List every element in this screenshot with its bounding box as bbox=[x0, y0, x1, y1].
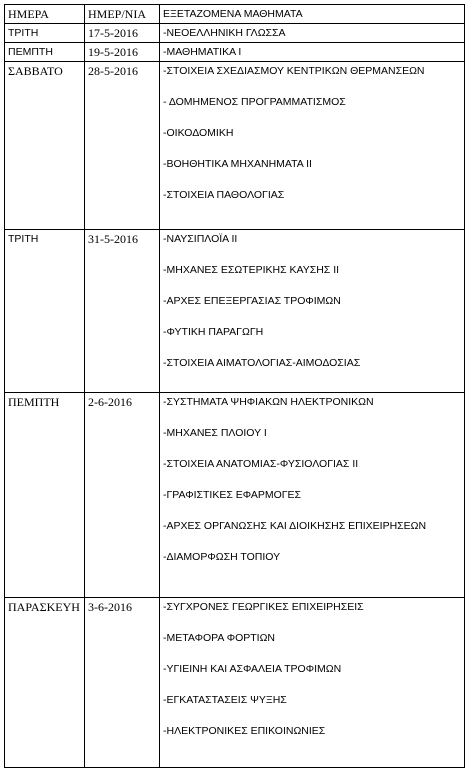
table-row bbox=[5, 24, 465, 43]
table-row bbox=[5, 393, 465, 598]
row-subjects bbox=[160, 230, 465, 393]
row-day: ΣΑΒΒΑΤΟ bbox=[5, 62, 85, 230]
subject-list bbox=[163, 395, 461, 564]
subject-item: -ΣΥΓΧΡΟΝΕΣ ΓΕΩΡΓΙΚΕΣ ΕΠΙΧΕΙΡΗΣΕΙΣ bbox=[163, 601, 364, 613]
subject-item: -ΣΤΟΙΧΕΙΑ ΑΝΑΤΟΜΙΑΣ-ΦΥΣΙΟΛΟΓΙΑΣ ΙΙ bbox=[163, 458, 359, 470]
row-subject: -ΝΕΟΕΛΛΗΝΙΚΗ ΓΛΩΣΣΑ bbox=[160, 24, 465, 43]
subject-item: -ΗΛΕΚΤΡΟΝΙΚΕΣ ΕΠΙΚΟΙΝΩΝΙΕΣ bbox=[163, 725, 326, 737]
row-day: ΤΡΙΤΗ bbox=[5, 24, 85, 43]
row-subjects bbox=[160, 598, 465, 768]
subject-list bbox=[163, 600, 461, 738]
header-subjects: ΕΞΕΤΑΖΟΜΕΝΑ ΜΑΘΗΜΑΤΑ bbox=[160, 5, 465, 24]
subject-item: - ΔΟΜΗΜΕΝΟΣ ΠΡΟΓΡΑΜΜΑΤΙΣΜΟΣ bbox=[163, 96, 346, 108]
subject-item: -ΦΥΤΙΚΗ ΠΑΡΑΓΩΓΗ bbox=[163, 326, 264, 338]
table-header-row bbox=[5, 5, 465, 24]
row-day: ΠΕΜΠΤΗ bbox=[5, 393, 85, 598]
header-date: ΗΜΕΡ/ΝΙΑ bbox=[85, 5, 160, 24]
subject-list bbox=[163, 232, 461, 370]
subject-item: -ΜΗΧΑΝΕΣ ΠΛΟΙΟΥ Ι bbox=[163, 427, 267, 439]
subject-item: -ΝΑΥΣΙΠΛΟΪΑ ΙΙ bbox=[163, 233, 238, 245]
exam-schedule-table bbox=[4, 4, 465, 768]
subject-item: -ΣΥΣΤΗΜΑΤΑ ΨΗΦΙΑΚΩΝ ΗΛΕΚΤΡΟΝΙΚΩΝ bbox=[163, 396, 374, 408]
subject-item: -ΣΤΟΙΧΕΙΑ ΣΧΕΔΙΑΣΜΟΥ ΚΕΝΤΡΙΚΩΝ ΘΕΡΜΑΝΣΕΩΝ bbox=[163, 65, 425, 77]
subject-item: -ΓΡΑΦΙΣΤΙΚΕΣ ΕΦΑΡΜΟΓΕΣ bbox=[163, 489, 302, 501]
row-date: 3-6-2016 bbox=[85, 598, 160, 768]
table-row bbox=[5, 230, 465, 393]
header-day: ΗΜΕΡΑ bbox=[5, 5, 85, 24]
row-subject: -ΜΑΘΗΜΑΤΙΚΑ Ι bbox=[160, 43, 465, 62]
row-subjects bbox=[160, 393, 465, 598]
subject-item: -ΜΗΧΑΝΕΣ ΕΣΩΤΕΡΙΚΗΣ ΚΑΥΣΗΣ ΙΙ bbox=[163, 264, 340, 276]
row-subjects bbox=[160, 62, 465, 230]
subject-item: -ΕΓΚΑΤΑΣΤΑΣΕΙΣ ΨΥΞΗΣ bbox=[163, 694, 287, 706]
subject-item: -ΔΙΑΜΟΡΦΩΣΗ ΤΟΠΙΟΥ bbox=[163, 551, 281, 563]
row-day: ΠΕΜΠΤΗ bbox=[5, 43, 85, 62]
subject-item: -ΑΡΧΕΣ ΟΡΓΑΝΩΣΗΣ ΚΑΙ ΔΙΟΙΚΗΣΗΣ ΕΠΙΧΕΙΡΗΣΕΩΝ bbox=[163, 520, 427, 532]
subject-item: -ΑΡΧΕΣ ΕΠΕΞΕΡΓΑΣΙΑΣ ΤΡΟΦΙΜΩΝ bbox=[163, 295, 341, 307]
table-row bbox=[5, 62, 465, 230]
row-date: 28-5-2016 bbox=[85, 62, 160, 230]
subject-item: -ΣΤΟΙΧΕΙΑ ΑΙΜΑΤΟΛΟΓΙΑΣ-ΑΙΜΟΔΟΣΙΑΣ bbox=[163, 357, 361, 369]
row-day: ΠΑΡΑΣΚΕΥΗ bbox=[5, 598, 85, 768]
subject-item: -ΜΕΤΑΦΟΡΑ ΦΟΡΤΙΩΝ bbox=[163, 632, 276, 644]
subject-item: -ΥΓΙΕΙΝΗ ΚΑΙ ΑΣΦΑΛΕΙΑ ΤΡΟΦΙΜΩΝ bbox=[163, 663, 342, 675]
row-date: 2-6-2016 bbox=[85, 393, 160, 598]
table-row bbox=[5, 43, 465, 62]
subject-item: -ΣΤΟΙΧΕΙΑ ΠΑΘΟΛΟΓΙΑΣ bbox=[163, 189, 285, 201]
subject-list bbox=[163, 64, 461, 202]
row-date: 17-5-2016 bbox=[85, 24, 160, 43]
row-day: ΤΡΙΤΗ bbox=[5, 230, 85, 393]
subject-item: -ΒΟΗΘΗΤΙΚΑ ΜΗΧΑΝΗΜΑΤΑ ΙΙ bbox=[163, 158, 312, 170]
subject-item: -ΟΙΚΟΔΟΜΙΚΗ bbox=[163, 127, 234, 139]
table-row bbox=[5, 598, 465, 768]
row-date: 19-5-2016 bbox=[85, 43, 160, 62]
row-date: 31-5-2016 bbox=[85, 230, 160, 393]
